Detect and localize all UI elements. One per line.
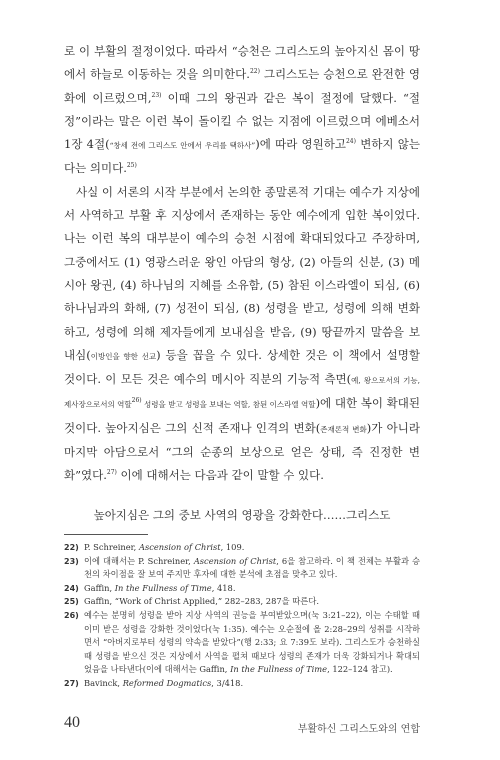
footnote-text: Gaffin, “Work of Christ Applied,” 282–283, 287을 따른다. xyxy=(84,596,319,607)
footnote-text: 예수는 분명히 성령을 받아 지상 사역의 권능을 부여받았으며(눅 3:21–22), 이는 수태할 때 이미 받은 성령을 강화한 것이었다(눅 1:35). 예수는 오순절에 올 2:28–29의 성취를 시작하면서 “아버지로부터 성령의 약속을 받았다”(행 2:33; 요 7:39도 보라). 그리스도가 승천하실 때 성령을 받으신 것은 지상에서 사역을 펼쳐 때보다 성령의 존재가 더욱 강화되거나 확대되었음을 나타낸다(이에 대해서는 Gaffin, In the Fullness of Time, 122–124 참고). xyxy=(84,609,420,675)
footnotes xyxy=(64,541,420,691)
text-run: 변하지 않는다는 의미다. xyxy=(64,137,420,176)
footnote-number: 26) xyxy=(64,610,79,620)
footnote-text: 이에 대해서는 P. Schreiner, Ascension of Christ, 6을 참고하라. 이 책 전체는 부활과 승천의 차이점을 잘 보여 주지만 후자에 대한 분석에 초점을 맞추고 있다. xyxy=(84,555,421,580)
footnote-text: Bavinck, Reformed Dogmatics, 3/418. xyxy=(84,677,244,688)
footnote xyxy=(64,541,420,555)
footnote-number: 23) xyxy=(64,556,79,566)
footnote-number: 25) xyxy=(64,597,79,607)
text-run: 사실 이 서론의 시작 부분에서 논의한 종말론적 기대는 예수가 지상에서 사역하고 부활 후 지상에서 존재하는 동안 예수에게 입한 복이었다. 나는 이런 복의 대부분이 예수의 승천 시점에 확대되었다고 주장하며, 그중에서도 (1) 영광스러운 왕인 아담의 형상, (2) 아들의 신분, (3) 메시아 왕권, (4) 하나님의 지혜를 소유함, (5) 참된 이스라엘이 되심, (6) 하나님과의 화해, (7) 성전이 되심, (8) 성령을 받고, 성령에 의해 변화하고, 성령에 의해 제자들에게 보내심을 받음, (9) 땅끝까지 말씀을 보내심( xyxy=(64,184,420,362)
footnote-number: 24) xyxy=(64,583,79,593)
footnote-divider xyxy=(64,534,148,535)
text-run: 이에 대해서는 다음과 같이 말할 수 있다. xyxy=(116,468,324,483)
footnote-ref-27[interactable]: 27) xyxy=(106,469,117,477)
inline-note: 예, 왕으로서의 기능, 제사장으로서의 역할 xyxy=(64,376,420,410)
footnote xyxy=(64,595,420,609)
page-number: 40 xyxy=(64,714,80,731)
body-text xyxy=(64,40,420,488)
paragraph-2 xyxy=(64,181,420,488)
footnote-ref-25[interactable]: 25) xyxy=(126,162,137,170)
inline-note: 존재론적 변화 xyxy=(320,424,367,434)
footnote-number: 22) xyxy=(64,543,79,552)
text-run: )가 아니라 마지막 아담으로서 “그의 순종의 보상으로 얻은 상태, 즉 진정한 변화”였다. xyxy=(64,420,421,483)
text-run: 로 이 부활의 절정이었다. 따라서 “승천은 그리스도의 높아지신 몸이 땅에서 하늘로 이동하는 것을 의미한다. xyxy=(64,44,420,82)
inline-note: 이방인을 향한 선교 xyxy=(90,351,157,361)
text-run: 이때 그의 왕권과 같은 복이 절정에 달했다. “절정”이라는 말은 이런 복이 돌이킬 수 없는 지점에 이르렀으며 에베소서 1장 4절( xyxy=(64,90,420,152)
text-run: )에 대한 복이 확대된 것이다. 높아지심은 그의 신적 존재나 인격의 변화( xyxy=(64,396,421,435)
footnote-number: 27) xyxy=(64,678,79,688)
section-heading: 높아지심은 그의 중보 사역의 영광을 강화한다……그리스도 xyxy=(93,508,391,522)
footnote xyxy=(64,555,420,582)
footnote-text: Gaffin, In the Fullness of Time, 418. xyxy=(84,582,236,593)
inline-citation: “창세 전에 그리스도 안에서 우리를 택하사” xyxy=(109,141,256,151)
footnote-text: P. Schreiner, Ascension of Christ, 109. xyxy=(84,542,245,552)
text-run: )에 따라 영원하고 xyxy=(255,137,346,152)
footnote xyxy=(64,582,420,596)
inline-note: 성령을 받고 성령을 보내는 역할, 참된 이스라엘 역할 xyxy=(141,400,316,410)
footnote-ref-22[interactable]: 22) xyxy=(249,68,260,76)
text-run: ) 등을 꼽을 수 있다. 상세한 것은 이 책에서 설명할 것이다. 이 모든 것은 예수의 메시아 직분의 기능적 측면( xyxy=(64,347,420,387)
footnote xyxy=(64,609,420,677)
footnote-ref-26[interactable]: 26) xyxy=(131,397,142,405)
text-run: 그리스도는 승천으로 완전한 영화에 이르렀으며, xyxy=(64,67,420,105)
running-head: 부활하신 그리스도와의 연합 xyxy=(297,724,420,735)
paragraph-1 xyxy=(64,40,420,181)
footnote xyxy=(64,677,420,691)
footnote-ref-24[interactable]: 24) xyxy=(345,138,356,146)
footnote-ref-23[interactable]: 23) xyxy=(151,91,162,99)
